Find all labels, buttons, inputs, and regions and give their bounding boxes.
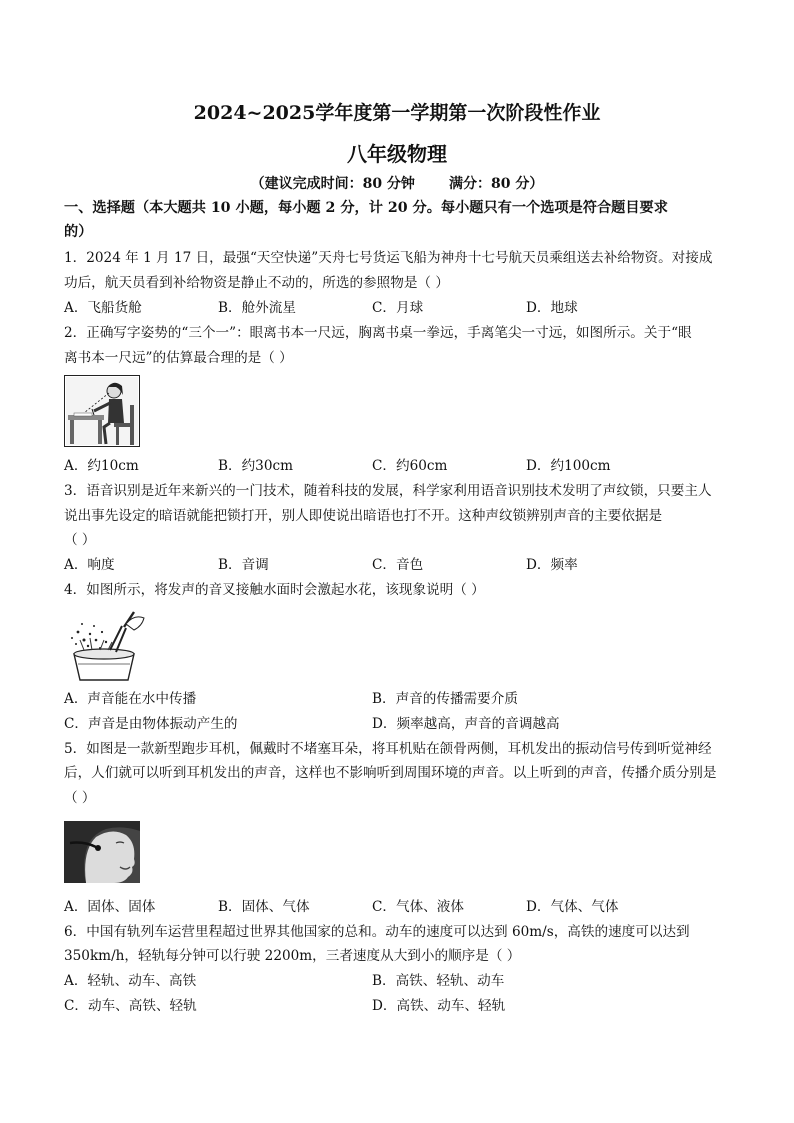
running-headphone-figure (64, 821, 140, 883)
q5-option-a[interactable]: A．固体、固体 (64, 899, 156, 915)
question-5-line-2: 后，人们就可以听到耳机发出的声音，这样也不影响听到周围环境的声音。以上听到的声音，传播介质分别是 (64, 765, 717, 781)
q6-option-d[interactable]: D．高铁、动车、轻轨 (372, 998, 506, 1014)
q4-option-d[interactable]: D．频率越高，声音的音调越高 (372, 716, 560, 732)
q1-option-d[interactable]: D．地球 (526, 300, 578, 316)
question-1-line-2: 功后，航天员看到补给物资是静止不动的，所选的参照物是（ ） (64, 275, 449, 291)
q2-option-a[interactable]: A．约10cm (64, 458, 139, 474)
question-2-line-2: 离书本一尺远”的估算最合理的是（ ） (64, 350, 293, 366)
exam-subtitle: 八年级物理 (347, 142, 447, 166)
q5-option-c[interactable]: C．气体、液体 (372, 899, 464, 915)
q6-option-a[interactable]: A．轻轨、动车、高铁 (64, 973, 197, 989)
q3-option-c[interactable]: C．音色 (372, 557, 424, 573)
q6-option-c[interactable]: C．动车、高铁、轻轨 (64, 998, 197, 1014)
q2-option-b[interactable]: B．约30cm (218, 458, 293, 474)
q4-option-c[interactable]: C．声音是由物体振动产生的 (64, 716, 238, 732)
question-3-line-2: 说出事先设定的暗语就能把锁打开，别人即使说出暗语也打不开。这种声纹锁辨别声音的主要依据是 (64, 508, 663, 524)
question-5-line-3: （ ） (64, 790, 96, 806)
exam-title: 2024~2025学年度第一学期第一次阶段性作业 (193, 102, 601, 124)
question-1-line-1: 1．2024 年 1 月 17 日，最强“天空快递”天舟七号货运飞船为神舟十七号航天员乘组送去补给物资。对接成 (64, 250, 713, 266)
q3-option-d[interactable]: D．频率 (526, 557, 578, 573)
section-heading: 一、选择题（本大题共 10 小题，每小题 2 分，计 20 分。每小题只有一个选项是符合题目要求 (64, 200, 668, 216)
writing-posture-figure (64, 375, 140, 447)
q3-option-a[interactable]: A．响度 (64, 557, 115, 573)
question-2-line-1: 2．正确写字姿势的“三个一”：眼离书本一尺远，胸离书桌一拳远，手离笔尖一寸远，如图所示。关于“眼 (64, 325, 692, 341)
q2-option-d[interactable]: D．约100cm (526, 458, 611, 474)
q1-option-c[interactable]: C．月球 (372, 300, 424, 316)
question-3-line-3: （ ） (64, 532, 96, 548)
question-3-line-1: 3．语音识别是近年来新兴的一门技术，随着科技的发展，科学家利用语音识别技术发明了声纹锁，只要主人 (64, 483, 712, 499)
q5-option-d[interactable]: D．气体、气体 (526, 899, 619, 915)
question-4-line-1: 4．如图所示，将发声的音叉接触水面时会激起水花，该现象说明（ ） (64, 582, 485, 598)
q1-option-a[interactable]: A．飞船货舱 (64, 300, 142, 316)
question-6-line-1: 6．中国有轨列车运营里程超过世界其他国家的总和。动车的速度可以达到 60m/s，高铁的速度可以达到 (64, 924, 690, 940)
q3-option-b[interactable]: B．音调 (218, 557, 269, 573)
q2-option-c[interactable]: C．约60cm (372, 458, 448, 474)
section-heading-cont: 的） (64, 224, 93, 240)
question-6-line-2: 350km/h，轻轨每分钟可以行驶 2200m，三者速度从大到小的顺序是（ ） (64, 948, 521, 964)
q5-option-b[interactable]: B．固体、气体 (218, 899, 310, 915)
question-5-line-1: 5．如图是一款新型跑步耳机，佩戴时不堵塞耳朵，将耳机贴在颌骨两侧，耳机发出的振动信号传到听觉神经 (64, 741, 712, 757)
exam-meta: （建议完成时间：80 分钟 满分：80 分） (250, 176, 544, 192)
q4-option-a[interactable]: A．声音能在水中传播 (64, 691, 197, 707)
q6-option-b[interactable]: B．高铁、轻轨、动车 (372, 973, 505, 989)
q1-option-b[interactable]: B．舱外流星 (218, 300, 296, 316)
q4-option-b[interactable]: B．声音的传播需要介质 (372, 691, 518, 707)
tuning-fork-water-figure (64, 610, 146, 682)
